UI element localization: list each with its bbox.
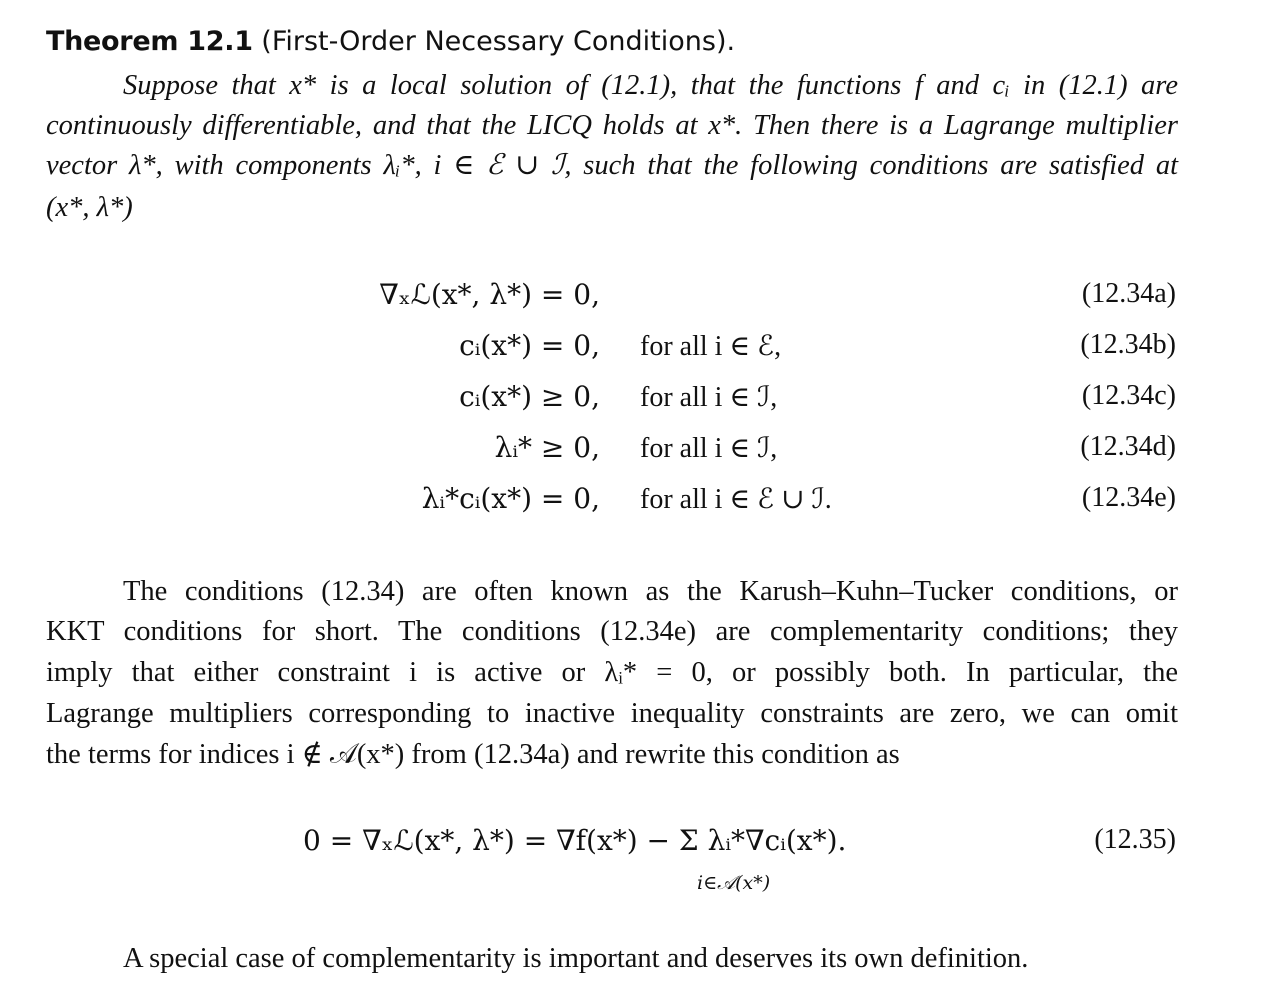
eq-12-34e-number: (12.34e)	[1081, 482, 1176, 513]
paragraph-line-2: KKT conditions for short. The conditions (12.34e) are complementarity conditions; they	[46, 616, 1178, 647]
eq-12-34d-number: (12.34d)	[1080, 431, 1176, 462]
eq-12-34b-number: (12.34b)	[1080, 329, 1176, 360]
theorem-line-4: (x*, λ*)	[46, 192, 133, 223]
eq-12-35-sum-index: i∈𝒜(x*)	[697, 872, 771, 894]
eq-12-34c-condition: for all i ∈ ℐ,	[640, 382, 778, 413]
paragraph-line-3: imply that either constraint i is active or λᵢ* = 0, or possibly both. In particular, the	[46, 657, 1178, 688]
eq-12-34e-condition: for all i ∈ ℰ ∪ ℐ.	[640, 484, 832, 515]
theorem-line-3: vector λ*, with components λᵢ*, i ∈ ℰ ∪ ℐ, such that the following conditions are satisfied at	[46, 150, 1178, 181]
eq-12-34b-condition: for all i ∈ ℰ,	[640, 331, 782, 362]
eq-12-34c-lhs: cᵢ(x*) ≥ 0,	[459, 380, 600, 413]
eq-12-34d-lhs: λᵢ* ≥ 0,	[494, 431, 600, 464]
eq-12-35-main: 0 = ∇ₓℒ(x*, λ*) = ∇f(x*) − Σ λᵢ*∇cᵢ(x*).	[303, 824, 847, 857]
eq-12-34b-lhs: cᵢ(x*) = 0,	[459, 329, 600, 362]
paragraph-line-5: the terms for indices i ∉ 𝒜(x*) from (12.34a) and rewrite this condition as	[46, 739, 900, 770]
eq-12-34d-condition: for all i ∈ ℐ,	[640, 433, 778, 464]
theorem-heading	[46, 26, 735, 57]
theorem-title: (First-Order Necessary Conditions).	[261, 26, 736, 57]
theorem-line-1: Suppose that x* is a local solution of (12.1), that the functions f and cᵢ in (12.1) are	[123, 70, 1178, 101]
eq-12-34e-lhs: λᵢ*cᵢ(x*) = 0,	[421, 482, 600, 515]
paragraph-line-1: The conditions (12.34) are often known as the Karush–Kuhn–Tucker conditions, or	[123, 576, 1178, 607]
theorem-line-2: continuously differentiable, and that the LICQ holds at x*. Then there is a Lagrange multiplier	[46, 110, 1178, 141]
closing-line: A special case of complementarity is important and deserves its own definition.	[123, 943, 1029, 974]
eq-12-35-number: (12.35)	[1094, 824, 1176, 855]
eq-12-34a-number: (12.34a)	[1081, 278, 1176, 309]
eq-12-34c-number: (12.34c)	[1081, 380, 1176, 411]
theorem-label: Theorem 12.1	[46, 26, 253, 57]
eq-12-34a-lhs: ∇ₓℒ(x*, λ*) = 0,	[379, 278, 600, 311]
paragraph-line-4: Lagrange multipliers corresponding to inactive inequality constraints are zero, we can omit	[46, 698, 1178, 729]
